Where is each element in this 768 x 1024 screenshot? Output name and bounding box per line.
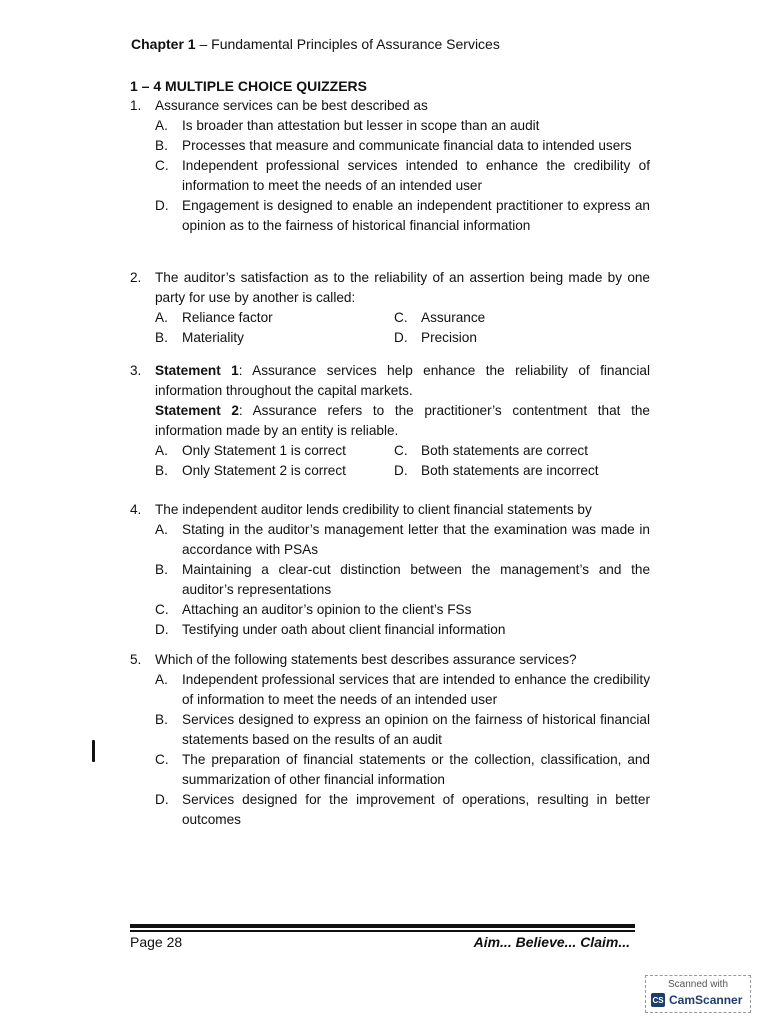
option-text: Stating in the auditor’s management letter that the examination was made in accordance with PSAs <box>182 522 650 557</box>
question-number: 2. <box>130 270 142 285</box>
option-letter: A. <box>155 522 168 537</box>
option-letter: A. <box>155 443 168 458</box>
option-text: Assurance <box>421 310 486 325</box>
question-3 <box>130 361 650 481</box>
option-text: Services designed to express an opinion on the fairness of historical financial statements based on the results of an audit <box>182 712 650 747</box>
option-letter: C. <box>155 158 169 173</box>
option-d <box>130 620 650 640</box>
question-4 <box>130 500 650 640</box>
option-text: Only Statement 2 is correct <box>182 463 346 478</box>
page-number: Page 28 <box>130 934 183 950</box>
option-d <box>130 196 650 236</box>
option-letter: C. <box>155 752 169 767</box>
option-b <box>130 136 650 156</box>
option-d <box>130 790 650 830</box>
option-b <box>130 560 650 600</box>
option-b <box>130 710 650 750</box>
option-text: Testifying under oath about client financial information <box>182 622 506 637</box>
chapter-header <box>131 36 500 52</box>
option-text: Precision <box>421 330 477 345</box>
option-list <box>130 520 650 640</box>
camscanner-logo-icon: CS <box>651 993 665 1007</box>
question-text: The independent auditor lends credibility to client financial statements by <box>155 502 592 517</box>
option-list <box>130 116 650 236</box>
question-text: Which of the following statements best describes assurance services? <box>155 652 577 667</box>
camscanner-brand <box>651 993 742 1007</box>
option-list <box>130 670 650 830</box>
camscanner-watermark <box>645 975 751 1013</box>
chapter-label: Chapter 1 <box>131 36 196 52</box>
option-letter: C. <box>394 443 408 458</box>
footer-divider <box>130 924 635 928</box>
question-1 <box>130 96 650 236</box>
option-text: Materiality <box>182 330 244 345</box>
question-number: 4. <box>130 502 142 517</box>
option-a <box>130 520 650 560</box>
option-letter: C. <box>394 310 408 325</box>
option-text: Both statements are incorrect <box>421 463 599 478</box>
option-text: Only Statement 1 is correct <box>182 443 346 458</box>
option-letter: A. <box>155 310 168 325</box>
option-letter: D. <box>155 792 169 807</box>
statement-2 <box>130 401 650 441</box>
option-text: Services designed for the improvement of operations, resulting in better outcomes <box>182 792 650 827</box>
option-a <box>130 670 650 710</box>
option-letter: C. <box>155 602 169 617</box>
option-grid <box>130 441 650 481</box>
scanned-with-label: Scanned with <box>667 979 729 990</box>
option-grid <box>130 308 650 348</box>
option-letter: B. <box>155 562 168 577</box>
option-text: Both statements are correct <box>421 443 588 458</box>
question-number: 3. <box>130 363 142 378</box>
question-5 <box>130 650 650 830</box>
statement-text: : Assurance services help enhance the reliability of financial information throughout the capital markets. <box>155 363 650 398</box>
option-letter: D. <box>394 463 408 478</box>
option-letter: A. <box>155 118 168 133</box>
option-letter: A. <box>155 672 168 687</box>
option-a <box>130 116 650 136</box>
footer-divider-thin <box>130 930 635 932</box>
section-title: 1 – 4 MULTIPLE CHOICE QUIZZERS <box>130 78 367 94</box>
option-text: Is broader than attestation but lesser in scope than an audit <box>182 118 540 133</box>
statement-label: Statement 1 <box>155 363 239 378</box>
option-text: Reliance factor <box>182 310 273 325</box>
statement-label: Statement 2 <box>155 403 239 418</box>
option-text: Independent professional services intended to enhance the credibility of information to meet the needs of an intended user <box>182 158 650 193</box>
option-c <box>130 156 650 196</box>
question-2 <box>130 268 650 348</box>
option-text: Processes that measure and communicate financial data to intended users <box>182 138 632 153</box>
option-letter: B. <box>155 330 168 345</box>
chapter-title: – Fundamental Principles of Assurance Services <box>199 36 500 52</box>
margin-mark <box>92 740 95 762</box>
statement-1 <box>155 361 650 401</box>
question-text: The auditor’s satisfaction as to the reliability of an assertion being made by one party for use by another is called: <box>155 270 650 305</box>
option-text: Engagement is designed to enable an independent practitioner to express an opinion as to the fairness of historical financial information <box>182 198 650 233</box>
option-c <box>130 750 650 790</box>
option-c <box>130 600 650 620</box>
option-text: Maintaining a clear-cut distinction between the management’s and the auditor’s representations <box>182 562 650 597</box>
option-text: Attaching an auditor’s opinion to the client’s FSs <box>182 602 472 617</box>
option-letter: D. <box>394 330 408 345</box>
question-text: Assurance services can be best described as <box>155 98 428 113</box>
option-letter: B. <box>155 463 168 478</box>
option-letter: B. <box>155 138 168 153</box>
question-number: 5. <box>130 652 142 667</box>
option-text: Independent professional services that are intended to enhance the credibility of information to meet the needs of an intended user <box>182 672 650 707</box>
option-letter: B. <box>155 712 168 727</box>
option-letter: D. <box>155 198 169 213</box>
question-number: 1. <box>130 98 142 113</box>
camscanner-name: CamScanner <box>669 993 743 1007</box>
footer-motto: Aim... Believe... Claim... <box>473 934 630 950</box>
option-text: The preparation of financial statements or the collection, classification, and summarization of other financial information <box>182 752 650 787</box>
option-letter: D. <box>155 622 169 637</box>
statement-text: : Assurance refers to the practitioner’s contentment that the information made by an entity is reliable. <box>155 403 650 438</box>
